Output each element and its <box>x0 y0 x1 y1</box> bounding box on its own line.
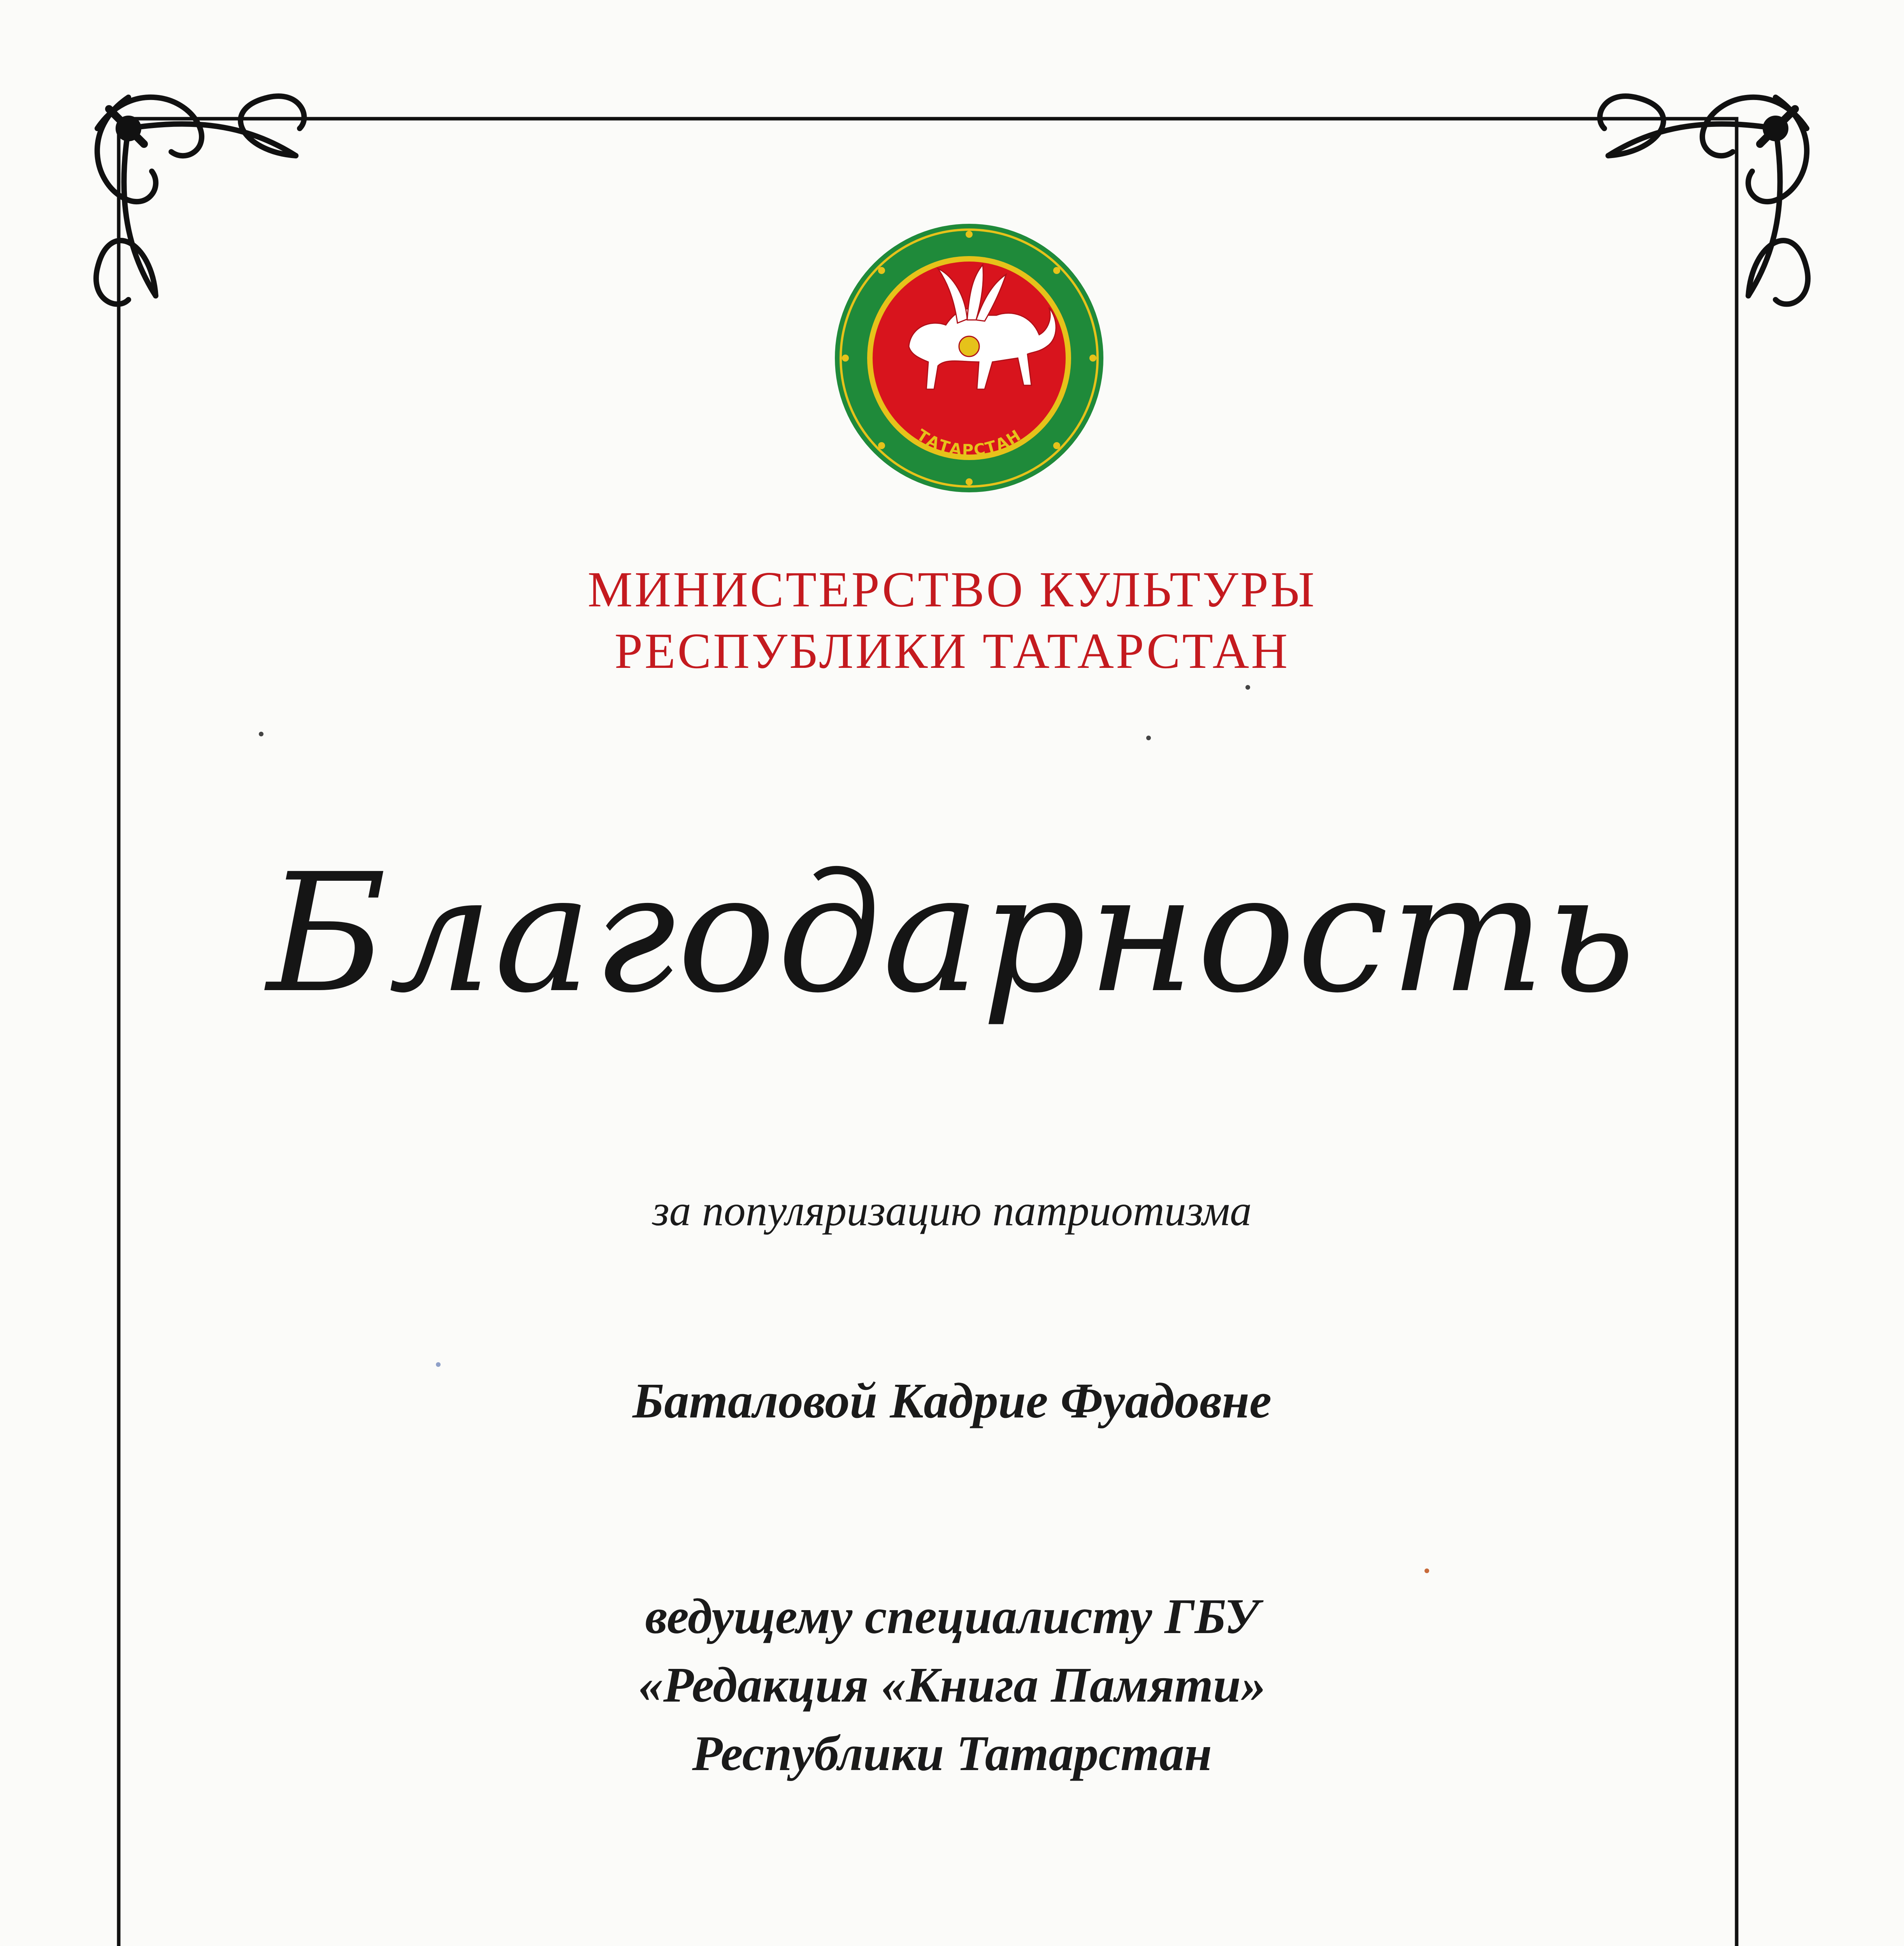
scan-speck <box>1245 685 1250 690</box>
recipient-name: Баталовой Кадрие Фуадовне <box>632 1373 1272 1428</box>
scan-speck <box>1424 1568 1429 1573</box>
svg-text:ТАТАРСТАН: ТАТАРСТАН <box>913 426 1025 460</box>
ministry-name-line2: РЕСПУБЛИКИ ТАТАРСТАН <box>614 623 1290 679</box>
recipient-position-line1: ведущему специалисту ГБУ <box>645 1589 1259 1644</box>
scan-speck <box>436 1362 441 1367</box>
tatarstan-coat-of-arms-icon <box>829 218 1109 498</box>
recipient-position-line3: Республики Татарстан <box>692 1726 1212 1781</box>
recipient-position-line2: «Редакция «Книга Памяти» <box>638 1657 1266 1712</box>
certificate-title: Благодарность <box>267 839 1637 1029</box>
ministry-name-line1: МИНИСТЕРСТВО КУЛЬТУРЫ <box>587 562 1317 618</box>
scan-speck <box>259 732 263 736</box>
award-reason: за популяризацию патриотизма <box>652 1187 1252 1235</box>
scan-speck <box>1146 736 1151 740</box>
corner-ornament-icon <box>96 96 304 304</box>
